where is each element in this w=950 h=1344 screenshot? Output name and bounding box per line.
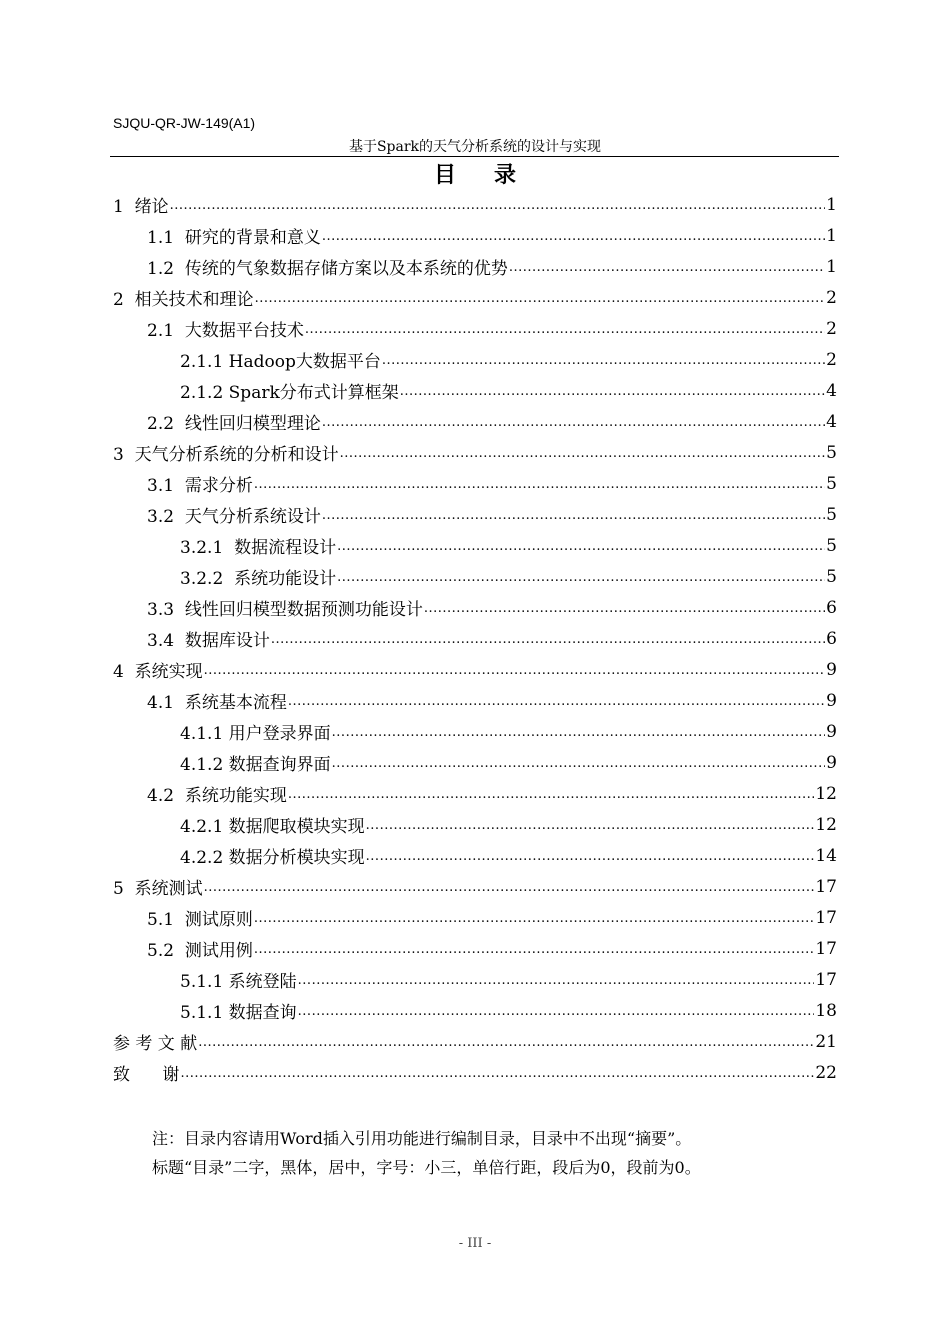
toc-entry-page: 17 <box>815 907 837 928</box>
toc-entry[interactable] <box>113 964 837 995</box>
toc-entry-page: 9 <box>826 752 837 773</box>
toc-dot-leader <box>332 753 826 773</box>
toc-entry-page: 1 <box>826 194 837 215</box>
toc-dot-leader <box>322 505 825 525</box>
toc-dot-leader <box>424 598 825 618</box>
toc-dot-leader <box>366 846 815 866</box>
toc-entry-label: 4.1 系统基本流程 <box>147 693 287 713</box>
toc-entry-page: 4 <box>826 411 837 432</box>
toc-entry[interactable] <box>113 1026 837 1057</box>
toc-entry-label: 4.2.2 数据分析模块实现 <box>180 848 365 868</box>
toc-entry-page: 5 <box>826 535 837 556</box>
toc-entry[interactable] <box>113 375 837 406</box>
toc-entry[interactable] <box>113 995 837 1026</box>
toc-entry-page: 5 <box>826 442 837 463</box>
toc-entry[interactable] <box>113 592 837 623</box>
toc-entry[interactable] <box>113 716 837 747</box>
toc-entry[interactable] <box>113 282 837 313</box>
toc-entry-label: 参 考 文 献 <box>113 1034 198 1054</box>
toc-dot-leader <box>204 660 826 680</box>
toc-entry-label: 3.2 天气分析系统设计 <box>147 507 321 527</box>
toc-entry-label: 3.2.1 数据流程设计 <box>180 538 337 558</box>
toc-entry-page: 4 <box>826 380 837 401</box>
toc-entry[interactable] <box>113 220 837 251</box>
page-number: - III - <box>458 1236 492 1251</box>
toc-dot-leader <box>288 691 825 711</box>
toc-entry-label: 2.1.2 Spark分布式计算框架 <box>180 383 399 403</box>
toc-dot-leader <box>337 536 825 556</box>
toc-dot-leader <box>322 412 825 432</box>
toc-entry-page: 2 <box>826 287 837 308</box>
toc-entry-page: 22 <box>815 1062 837 1083</box>
toc-entry-page: 17 <box>815 876 837 897</box>
toc-entry-page: 18 <box>815 1000 837 1021</box>
toc-dot-leader <box>254 474 825 494</box>
toc-dot-leader <box>340 443 826 463</box>
header-rule <box>110 156 839 157</box>
toc-entry-label: 5 系统测试 <box>113 879 203 899</box>
toc-entry-page: 9 <box>826 659 837 680</box>
toc-dot-leader <box>332 722 826 742</box>
toc-entry-label: 2.1.1 Hadoop大数据平台 <box>180 352 381 372</box>
toc-entry-page: 6 <box>826 597 837 618</box>
toc-entry[interactable] <box>113 437 837 468</box>
document-code: SJQU-QR-JW-149(A1) <box>113 115 256 131</box>
toc-entry-page: 17 <box>815 969 837 990</box>
toc-entry[interactable] <box>113 623 837 654</box>
toc-title: 目录 <box>433 163 554 188</box>
toc-entry-label: 4.2 系统功能实现 <box>147 786 287 806</box>
toc-entry[interactable] <box>113 747 837 778</box>
toc-entry-page: 1 <box>826 256 837 277</box>
toc-dot-leader <box>337 567 825 587</box>
toc-entry[interactable] <box>113 654 837 685</box>
toc-entry-page: 5 <box>826 504 837 525</box>
running-title: 基于Spark的天气分析系统的设计与实现 <box>348 139 602 155</box>
toc-dot-leader <box>366 815 815 835</box>
toc-entry-label: 3.2.2 系统功能设计 <box>180 569 337 589</box>
toc-entry[interactable] <box>113 840 837 871</box>
toc-entry[interactable] <box>113 1057 837 1088</box>
toc-dot-leader <box>255 288 826 308</box>
note <box>152 1124 701 1182</box>
toc-entry[interactable] <box>113 530 837 561</box>
toc-entry[interactable] <box>113 685 837 716</box>
toc-dot-leader <box>254 908 815 928</box>
toc-entry[interactable] <box>113 561 837 592</box>
toc-entry-label: 1.1 研究的背景和意义 <box>147 228 321 248</box>
toc-entry-label: 3.4 数据库设计 <box>147 631 270 651</box>
toc-dot-leader <box>271 629 825 649</box>
toc-entry-page: 21 <box>815 1031 837 1052</box>
toc-entry-label: 5.2 测试用例 <box>147 941 253 961</box>
toc-entry-page: 1 <box>826 225 837 246</box>
toc-entry-page: 6 <box>826 628 837 649</box>
toc-entry-label: 4.2.1 数据爬取模块实现 <box>180 817 365 837</box>
toc-entry-label: 4.1.1 用户登录界面 <box>180 724 331 744</box>
toc-entry-page: 17 <box>815 938 837 959</box>
toc-entry[interactable] <box>113 871 837 902</box>
toc-dot-leader <box>170 195 826 215</box>
toc-entry-label: 致 谢 <box>113 1065 180 1085</box>
toc-entry-page: 9 <box>826 690 837 711</box>
note-line-1: 注：目录内容请用Word插入引用功能进行编制目录，目录中不出现“摘要”。 <box>152 1129 692 1148</box>
toc-entry[interactable] <box>113 313 837 344</box>
toc-entry[interactable] <box>113 251 837 282</box>
toc-entry-label: 1 绪论 <box>113 197 169 217</box>
toc-entry-label: 5.1.1 系统登陆 <box>180 972 297 992</box>
toc-entry-label: 3.3 线性回归模型数据预测功能设计 <box>147 600 423 620</box>
toc-entry-label: 4 系统实现 <box>113 662 203 682</box>
toc-dot-leader <box>288 784 815 804</box>
toc-entry[interactable] <box>113 468 837 499</box>
toc-entry-page: 14 <box>815 845 837 866</box>
toc-dot-leader <box>198 1032 814 1052</box>
toc-entry[interactable] <box>113 189 837 220</box>
toc-entry-label: 5.1.1 数据查询 <box>180 1003 297 1023</box>
toc-dot-leader <box>322 226 825 246</box>
toc-entry-label: 2 相关技术和理论 <box>113 290 254 310</box>
toc-entry[interactable] <box>113 809 837 840</box>
toc-entry-label: 5.1 测试原则 <box>147 910 253 930</box>
note-line-2: 标题“目录”二字，黑体，居中，字号：小三，单倍行距，段后为0，段前为0。 <box>152 1158 701 1177</box>
toc-list <box>113 189 837 1088</box>
toc-entry[interactable] <box>113 406 837 437</box>
toc-entry-label: 2.2 线性回归模型理论 <box>147 414 321 434</box>
toc-entry[interactable] <box>113 499 837 530</box>
toc-dot-leader <box>509 257 825 277</box>
toc-entry-label: 3 天气分析系统的分析和设计 <box>113 445 339 465</box>
toc-entry[interactable] <box>113 778 837 809</box>
toc-dot-leader <box>382 350 825 370</box>
toc-entry-page: 2 <box>826 318 837 339</box>
toc-entry[interactable] <box>113 344 837 375</box>
toc-entry-label: 1.2 传统的气象数据存储方案以及本系统的优势 <box>147 259 508 279</box>
toc-entry-label: 3.1 需求分析 <box>147 476 253 496</box>
toc-entry-page: 9 <box>826 721 837 742</box>
toc-entry-page: 12 <box>815 814 837 835</box>
toc-dot-leader <box>305 319 825 339</box>
toc-entry-page: 2 <box>826 349 837 370</box>
toc-dot-leader <box>204 877 815 897</box>
toc-dot-leader <box>254 939 815 959</box>
toc-entry-page: 5 <box>826 473 837 494</box>
toc-dot-leader <box>180 1063 814 1083</box>
toc-entry-label: 4.1.2 数据查询界面 <box>180 755 331 775</box>
toc-dot-leader <box>400 381 825 401</box>
toc-entry-label: 2.1 大数据平台技术 <box>147 321 304 341</box>
toc-entry-page: 5 <box>826 566 837 587</box>
toc-entry[interactable] <box>113 902 837 933</box>
toc-dot-leader <box>298 970 815 990</box>
toc-entry[interactable] <box>113 933 837 964</box>
toc-dot-leader <box>298 1001 815 1021</box>
toc-entry-page: 12 <box>815 783 837 804</box>
